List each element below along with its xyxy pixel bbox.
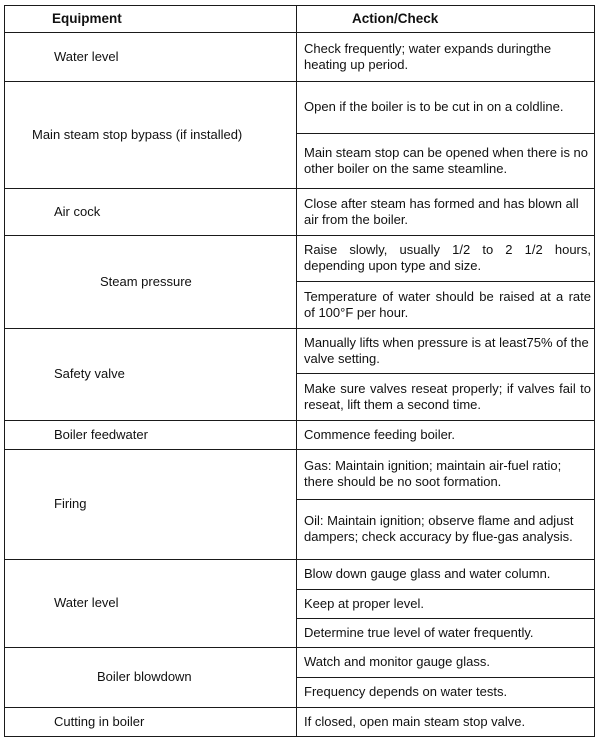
action-cell: Temperature of water should be raised at a rate of 100°F per hour. xyxy=(304,288,591,320)
action-cell: Manually lifts when pressure is at least75% of the valve setting. xyxy=(304,334,589,366)
equipment-cell: Steam pressure xyxy=(100,273,192,289)
action-cell: Watch and monitor gauge glass. xyxy=(304,654,490,669)
action-cell: Raise slowly, usually 1/2 to 2 1/2 hours, depending upon type and size. xyxy=(304,242,591,273)
action-cell: Main steam stop can be opened when there is no other boiler on the same steamline. xyxy=(304,144,589,176)
action-cell: Keep at proper level. xyxy=(304,595,424,611)
equipment-cell: Cutting in boiler xyxy=(54,714,145,729)
action-cell: Blow down gauge glass and water column. xyxy=(304,566,551,581)
action-cell: Frequency depends on water tests. xyxy=(304,684,508,699)
equipment-cell: Boiler blowdown xyxy=(97,669,192,684)
equipment-cell: Boiler feedwater xyxy=(54,426,148,442)
startup-checklist-table xyxy=(4,5,595,743)
equipment-column-header: Equipment xyxy=(52,10,122,26)
equipment-cell: Water level xyxy=(54,48,119,64)
equipment-cell: Water level xyxy=(54,595,119,610)
equipment-cell: Air cock xyxy=(54,203,101,219)
action-cell: If closed, open main steam stop valve. xyxy=(304,714,526,729)
equipment-cell: Firing xyxy=(54,496,87,511)
action-cell: Check frequently; water expands duringthe heating up period. xyxy=(304,40,552,72)
equipment-cell: Safety valve xyxy=(54,366,125,381)
action-cell: Open if the boiler is to be cut in on a coldline. xyxy=(304,99,564,114)
action-cell: Gas: Maintain ignition; maintain air-fuel ratio; there should be no soot formation. xyxy=(304,458,562,489)
action-cell: Oil: Maintain ignition; observe flame and adjust dampers; check accuracy by flue-gas analysis. xyxy=(304,513,574,544)
action-column-header: Action/Check xyxy=(352,10,439,26)
table-border-top xyxy=(4,5,595,6)
action-cell: Determine true level of water frequently. xyxy=(304,624,534,640)
action-cell: Commence feeding boiler. xyxy=(304,426,456,442)
equipment-cell: Main steam stop bypass (if installed) xyxy=(32,126,243,142)
action-cell: Make sure valves reseat properly; if valves fail to reseat, lift them a second time. xyxy=(304,380,591,412)
action-cell: Close after steam has formed and has blown all air from the boiler. xyxy=(304,195,579,227)
